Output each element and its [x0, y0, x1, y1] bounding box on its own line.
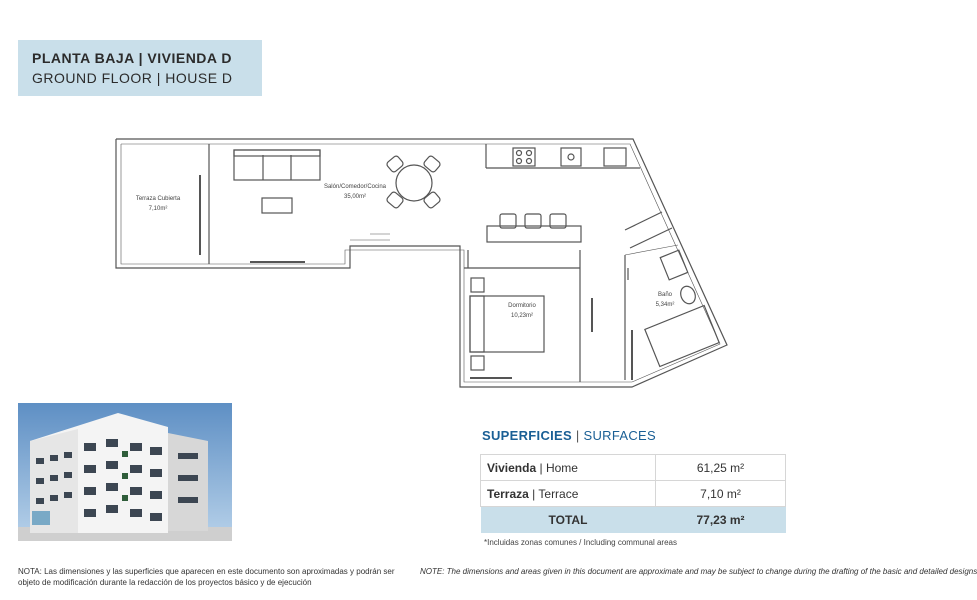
bathroom-wall [625, 212, 662, 230]
bedroom-area: 10,23m² [510, 313, 534, 319]
note-english: NOTE: The dimensions and areas given in this document are approximate and may be subject to change during the drafting of the basic and detailed designs [420, 567, 977, 576]
bath-area: 5,34m² [655, 302, 675, 308]
table-row [481, 481, 786, 507]
surfaces-title-en: SURFACES [583, 428, 656, 443]
row-label: Vivienda | Home [481, 455, 656, 481]
row-value: 7,10 m² [656, 481, 786, 507]
sink [561, 148, 581, 166]
outer-wall [116, 139, 727, 387]
bath-sink [660, 250, 688, 280]
fridge [604, 148, 626, 166]
row-label-en: Home [545, 460, 578, 475]
living-label: Salón/Comedor/Cocina [323, 184, 387, 190]
row-label-es: Vivienda [487, 460, 537, 475]
coffee-table [262, 198, 292, 213]
row-label-es: Terraza [487, 486, 529, 501]
row-label: Terraza | Terrace [481, 481, 656, 507]
title-spanish: PLANTA BAJA | VIVIENDA D [32, 50, 233, 66]
terrace-area: 7,10m² [148, 206, 168, 212]
building-rendering [18, 403, 232, 541]
stove [513, 148, 535, 166]
surfaces-title-separator: | [571, 428, 584, 443]
table-row [481, 455, 786, 481]
bath-label: Baño [657, 292, 673, 298]
total-row [481, 507, 786, 533]
note-spanish: NOTA: Las dimensiones y las superficies que aparecen en este documento son aproximadas y podrán ser objeto de modificación durante la redacción de los proyectos básico y de ejecución [18, 567, 395, 587]
surfaces-footnote: *Incluidas zonas comunes / Including communal areas [484, 538, 677, 547]
inner-outer-wall [121, 144, 720, 382]
bedroom-label: Dormitorio [508, 303, 536, 309]
toilet [678, 284, 698, 306]
bathtub [645, 305, 719, 366]
dining-table [396, 165, 432, 201]
surfaces-title-es: SUPERFICIES [482, 428, 572, 443]
total-label: TOTAL [481, 507, 656, 533]
row-label-en: Terrace [538, 486, 579, 501]
surfaces-title [482, 428, 656, 443]
terrace-label: Terraza Cubierta [135, 196, 181, 202]
sofa [234, 150, 320, 180]
row-value: 61,25 m² [656, 455, 786, 481]
surfaces-table [480, 454, 786, 533]
total-value: 77,23 m² [656, 507, 786, 533]
living-area: 35,00m² [343, 194, 367, 200]
title-english: GROUND FLOOR | HOUSE D [32, 70, 233, 86]
